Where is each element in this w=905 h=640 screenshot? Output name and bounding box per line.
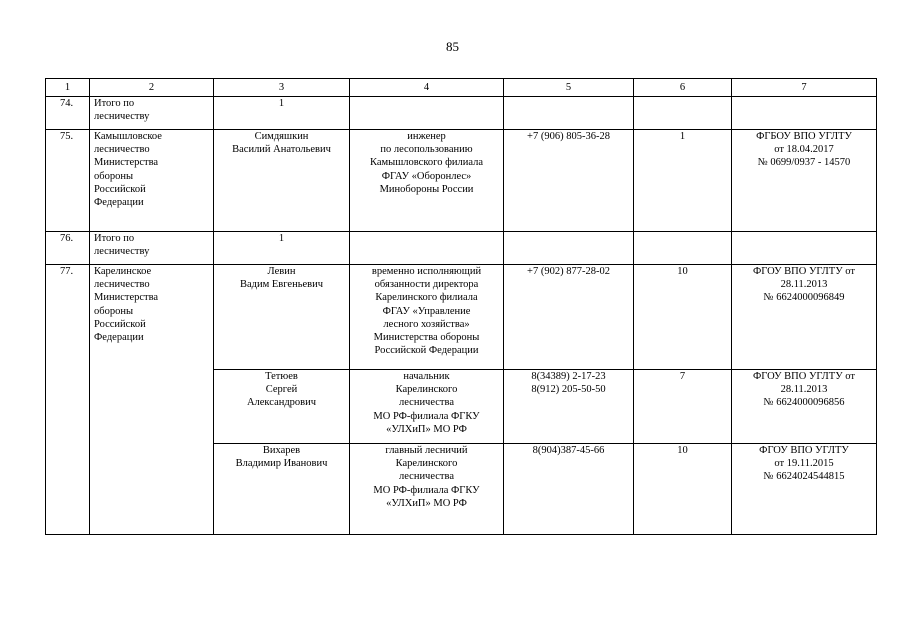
person-qualification: ФГОУ ВПО УГЛТУ от 19.11.2015 № 6624024544815 (732, 444, 877, 535)
forestry-name: Карелинское лесничество Министерства обороны Российской Федерации (90, 265, 214, 535)
person-qualification: ФГОУ ВПО УГЛТУ от 28.11.2013 № 6624000096849 (732, 265, 877, 370)
qualification-cell (732, 232, 877, 265)
person-position: временно исполняющий обязанности директора Карелинского филиала ФГАУ «Управление лесного хозяйства» Министерства обороны Российской Федерации (350, 265, 504, 370)
person-count: 10 (634, 265, 732, 370)
person-phone: +7 (906) 805-36-28 (504, 130, 634, 232)
column-header-5: 5 (504, 79, 634, 97)
column-header-2: 2 (90, 79, 214, 97)
position-cell (350, 97, 504, 130)
phone-cell (504, 97, 634, 130)
person-qualification: ФГОУ ВПО УГЛТУ от 28.11.2013 № 6624000096856 (732, 370, 877, 444)
document-table (45, 78, 877, 535)
column-header-7: 7 (732, 79, 877, 97)
total-count: 1 (214, 232, 350, 265)
person-name: Симдяшкин Василий Анатольевич (214, 130, 350, 232)
person-name: Тетюев Сергей Александрович (214, 370, 350, 444)
row-number: 76. (46, 232, 90, 265)
table-row (46, 265, 877, 370)
person-position: начальник Карелинского лесничества МО РФ-филиала ФГКУ «УЛХиП» МО РФ (350, 370, 504, 444)
qualification-cell (732, 97, 877, 130)
phone-cell (504, 232, 634, 265)
person-count: 10 (634, 444, 732, 535)
count-cell (634, 97, 732, 130)
column-header-1: 1 (46, 79, 90, 97)
row-number: 77. (46, 265, 90, 535)
forestry-name: Итого по лесничеству (90, 232, 214, 265)
forestry-name: Итого по лесничеству (90, 97, 214, 130)
person-count: 7 (634, 370, 732, 444)
table-row (46, 97, 877, 130)
header-row (46, 79, 877, 97)
person-name: Левин Вадим Евгеньевич (214, 265, 350, 370)
person-phone: 8(904)387-45-66 (504, 444, 634, 535)
person-qualification: ФГБОУ ВПО УГЛТУ от 18.04.2017 № 0699/0937 - 14570 (732, 130, 877, 232)
total-count: 1 (214, 97, 350, 130)
column-header-3: 3 (214, 79, 350, 97)
table-row (46, 130, 877, 232)
forestry-name: Камышловское лесничество Министерства обороны Российской Федерации (90, 130, 214, 232)
position-cell (350, 232, 504, 265)
person-name: Вихарев Владимир Иванович (214, 444, 350, 535)
row-number: 74. (46, 97, 90, 130)
person-position: инженер по лесопользованию Камышловского филиала ФГАУ «Оборонлес» Минобороны России (350, 130, 504, 232)
column-header-4: 4 (350, 79, 504, 97)
table-row (46, 232, 877, 265)
page-number: 85 (446, 39, 459, 54)
person-position: главный лесничий Карелинского лесничества МО РФ-филиала ФГКУ «УЛХиП» МО РФ (350, 444, 504, 535)
count-cell (634, 232, 732, 265)
row-number: 75. (46, 130, 90, 232)
person-count: 1 (634, 130, 732, 232)
person-phone: +7 (902) 877-28-02 (504, 265, 634, 370)
person-phone: 8(34389) 2-17-23 8(912) 205-50-50 (504, 370, 634, 444)
column-header-6: 6 (634, 79, 732, 97)
